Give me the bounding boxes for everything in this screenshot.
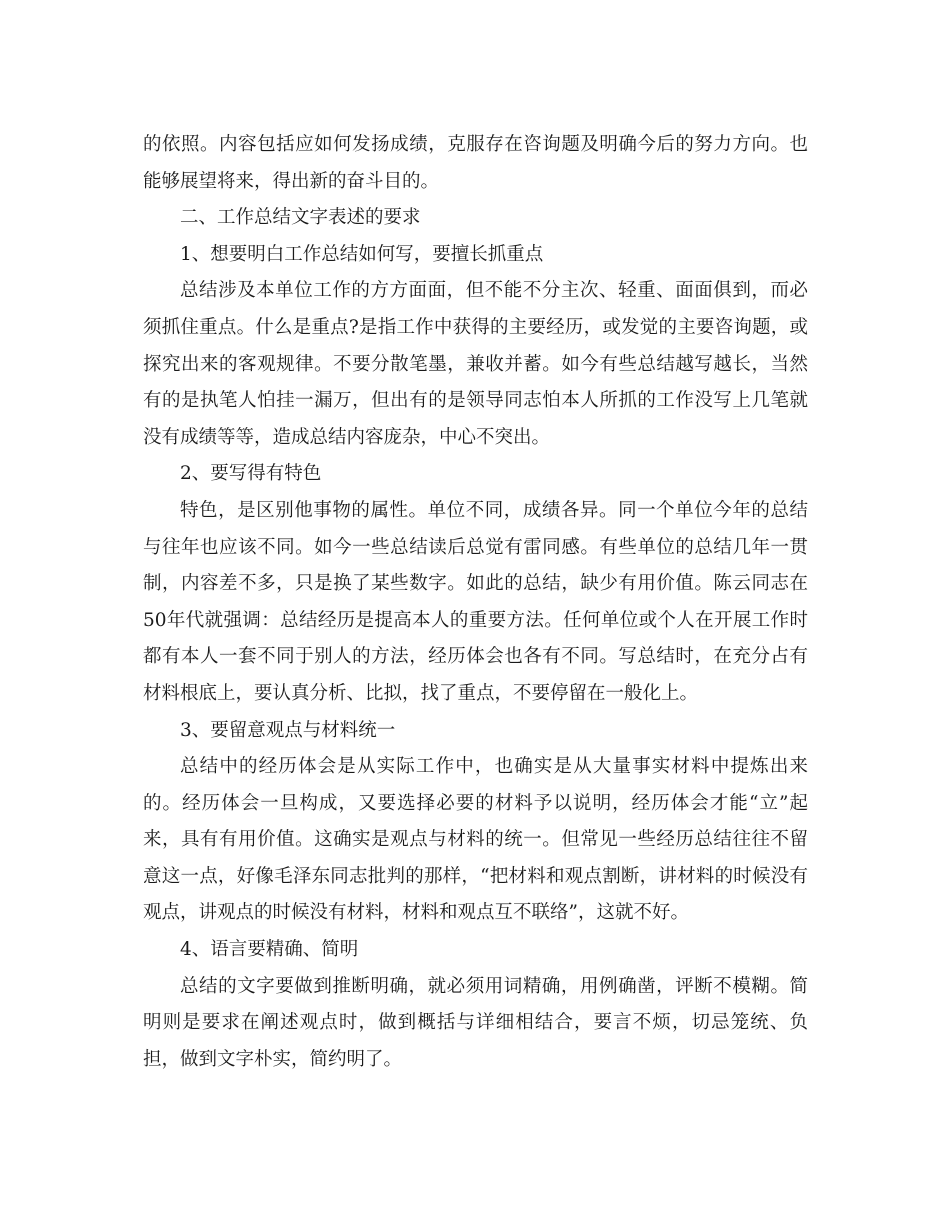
paragraph-distinctive: 特色，是区别他事物的属性。单位不同，成绩各异。同一个单位今年的总结与往年也应该不同。如今一些总结读后总觉有雷同感。有些单位的总结几年一贯制，内容差不多，只是换了某些数字。如此的总结，缺少有用价值。陈云同志在50年代就强调：总结经历是提高本人的重要方法。任何单位或个人在开展工作时都有本人一套不同于别人的方法，经历体会也各有不同。写总结时，在充分占有材料根底上，要认真分析、比拟，找了重点，不要停留在一般化上。 [143, 499, 808, 704]
paragraph-key-points: 总结涉及本单位工作的方方面面，但不能不分主次、轻重、面面俱到，而必须抓住重点。什么是重点?是指工作中获得的主要经历，或发觉的主要咨询题，或探究出来的客观规律。不要分散笔墨，兼收并蓄。如今有些总结越写越长，当然有的是执笔人怕挂一漏万，但出有的是领导同志怕本人所抓的工作没写上几笔就没有成绩等等，造成总结内容庞杂，中心不突出。 [143, 280, 808, 448]
subheading-viewpoint-material: 3、要留意观点与材料统一 [180, 719, 396, 741]
section-heading-requirements: 二、工作总结文字表述的要求 [180, 207, 421, 229]
subheading-focus-on-key-points: 1、想要明白工作总结如何写，要擅长抓重点 [180, 243, 544, 265]
paragraph-language: 总结的文字要做到推断明确，就必须用词精确，用例确凿，评断不模糊。简明则是要求在阐述观点时，做到概括与详细相结合，要言不烦，切忌笼统、负担，做到文字朴实，简约明了。 [143, 975, 808, 1070]
paragraph-viewpoint-material: 总结中的经历体会是从实际工作中，也确实是从大量事实材料中提炼出来的。经历体会一旦构成，又要选择必要的材料予以说明，经历体会才能“立”起来，具有有用价值。这确实是观点与材料的统一。但常见一些经历总结往往不留意这一点，好像毛泽东同志批判的那样，“把材料和观点割断，讲材料的时候没有观点，讲观点的时候没有材料，材料和观点互不联络”，这就不好。 [143, 756, 808, 924]
document-body [143, 127, 808, 1078]
subheading-language: 4、语言要精确、简明 [180, 939, 359, 961]
paragraph-intro-continuation: 的依照。内容包括应如何发扬成绩，克服存在咨询题及明确今后的努力方向。也能够展望将来，得出新的奋斗目的。 [143, 134, 808, 192]
subheading-distinctive: 2、要写得有特色 [180, 463, 322, 485]
